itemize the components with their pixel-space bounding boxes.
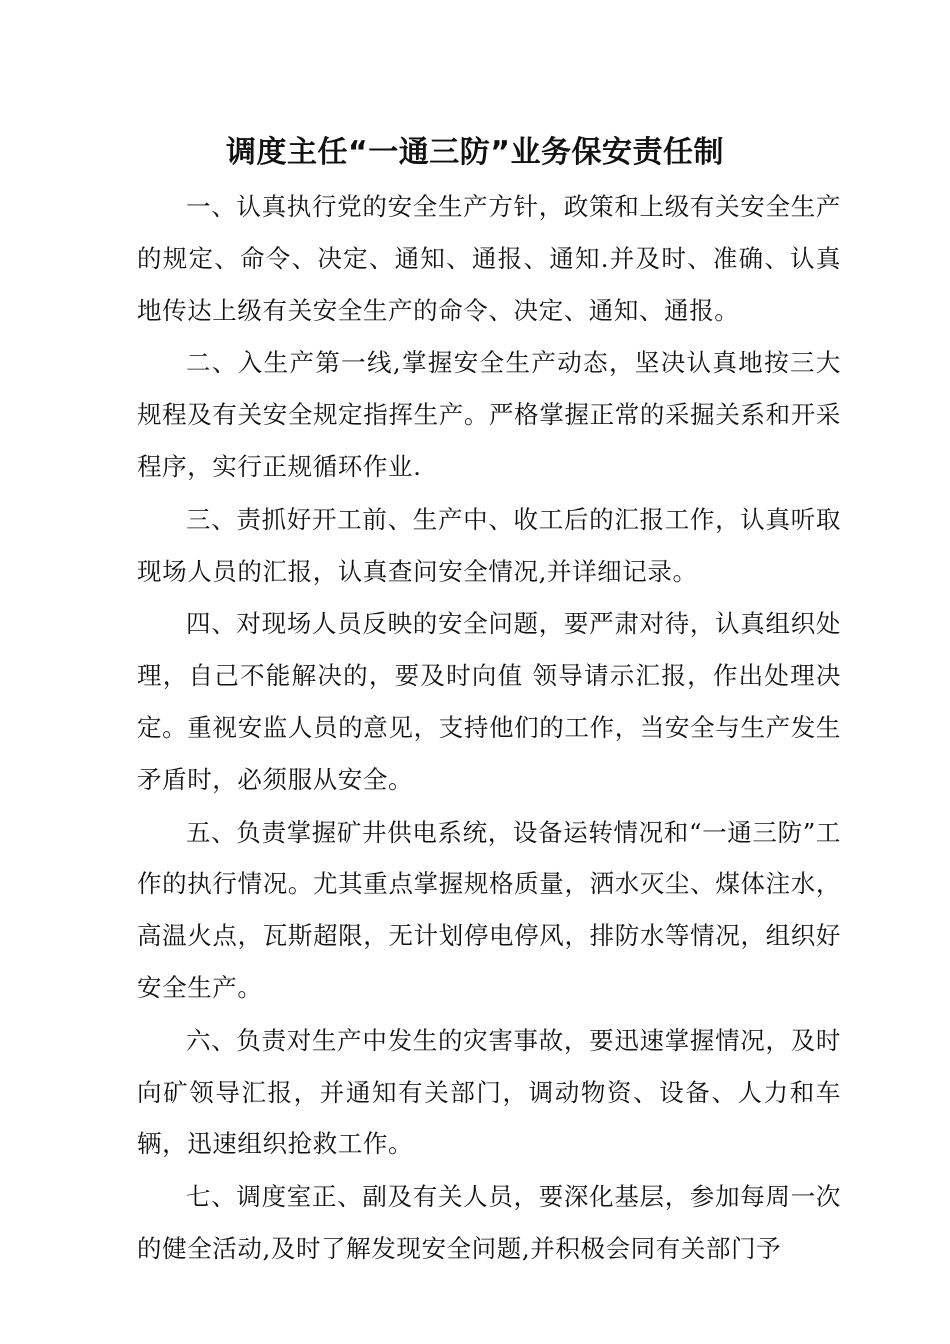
paragraph-1: 一、认真执行党的安全生产方针，政策和上级有关安全生产的规定、命令、决定、通知、通报、通知.并及时、准确、认真地传达上级有关安全生产的命令、决定、通知、通报。 <box>137 192 841 325</box>
paragraph-2: 二、入生产第一线,掌握安全生产动态，坚决认真地按三大规程及有关安全规定指挥生产。严格掌握正常的采掘关系和开采程序，实行正规循环作业. <box>137 348 841 481</box>
paragraph-4: 四、对现场人员反映的安全问题，要严肃对待，认真组织处理，自己不能解决的，要及时向值 领导请示汇报，作出处理决定。重视安监人员的意见，支持他们的工作，当安全与生产发生矛盾时，必须服从安全。 <box>137 609 841 794</box>
document-body <box>137 181 841 1276</box>
paragraph-6: 六、负责对生产中发生的灾害事故，要迅速掌握情况，及时向矿领导汇报，并通知有关部门，调动物资、设备、人力和车辆，迅速组织抢救工作。 <box>137 1025 841 1159</box>
paragraph-7: 七、调度室正、副及有关人员，要深化基层，参加每周一次的健全活动,及时了解发现安全问题,并积极会同有关部门予 <box>137 1182 841 1263</box>
paragraph-3: 三、责抓好开工前、生产中、收工后的汇报工作，认真听取现场人员的汇报，认真查问安全情况,并详细记录。 <box>137 504 841 586</box>
paragraph-5: 五、负责掌握矿井供电系统，设备运转情况和“一通三防”工作的执行情况。尤其重点掌握规格质量，洒水灭尘、煤体注水，高温火点，瓦斯超限，无计划停电停风，排防水等情况，组织好安全生产。 <box>137 817 841 1002</box>
document-title: 调度主任“一通三防”业务保安责任制 <box>226 135 724 170</box>
